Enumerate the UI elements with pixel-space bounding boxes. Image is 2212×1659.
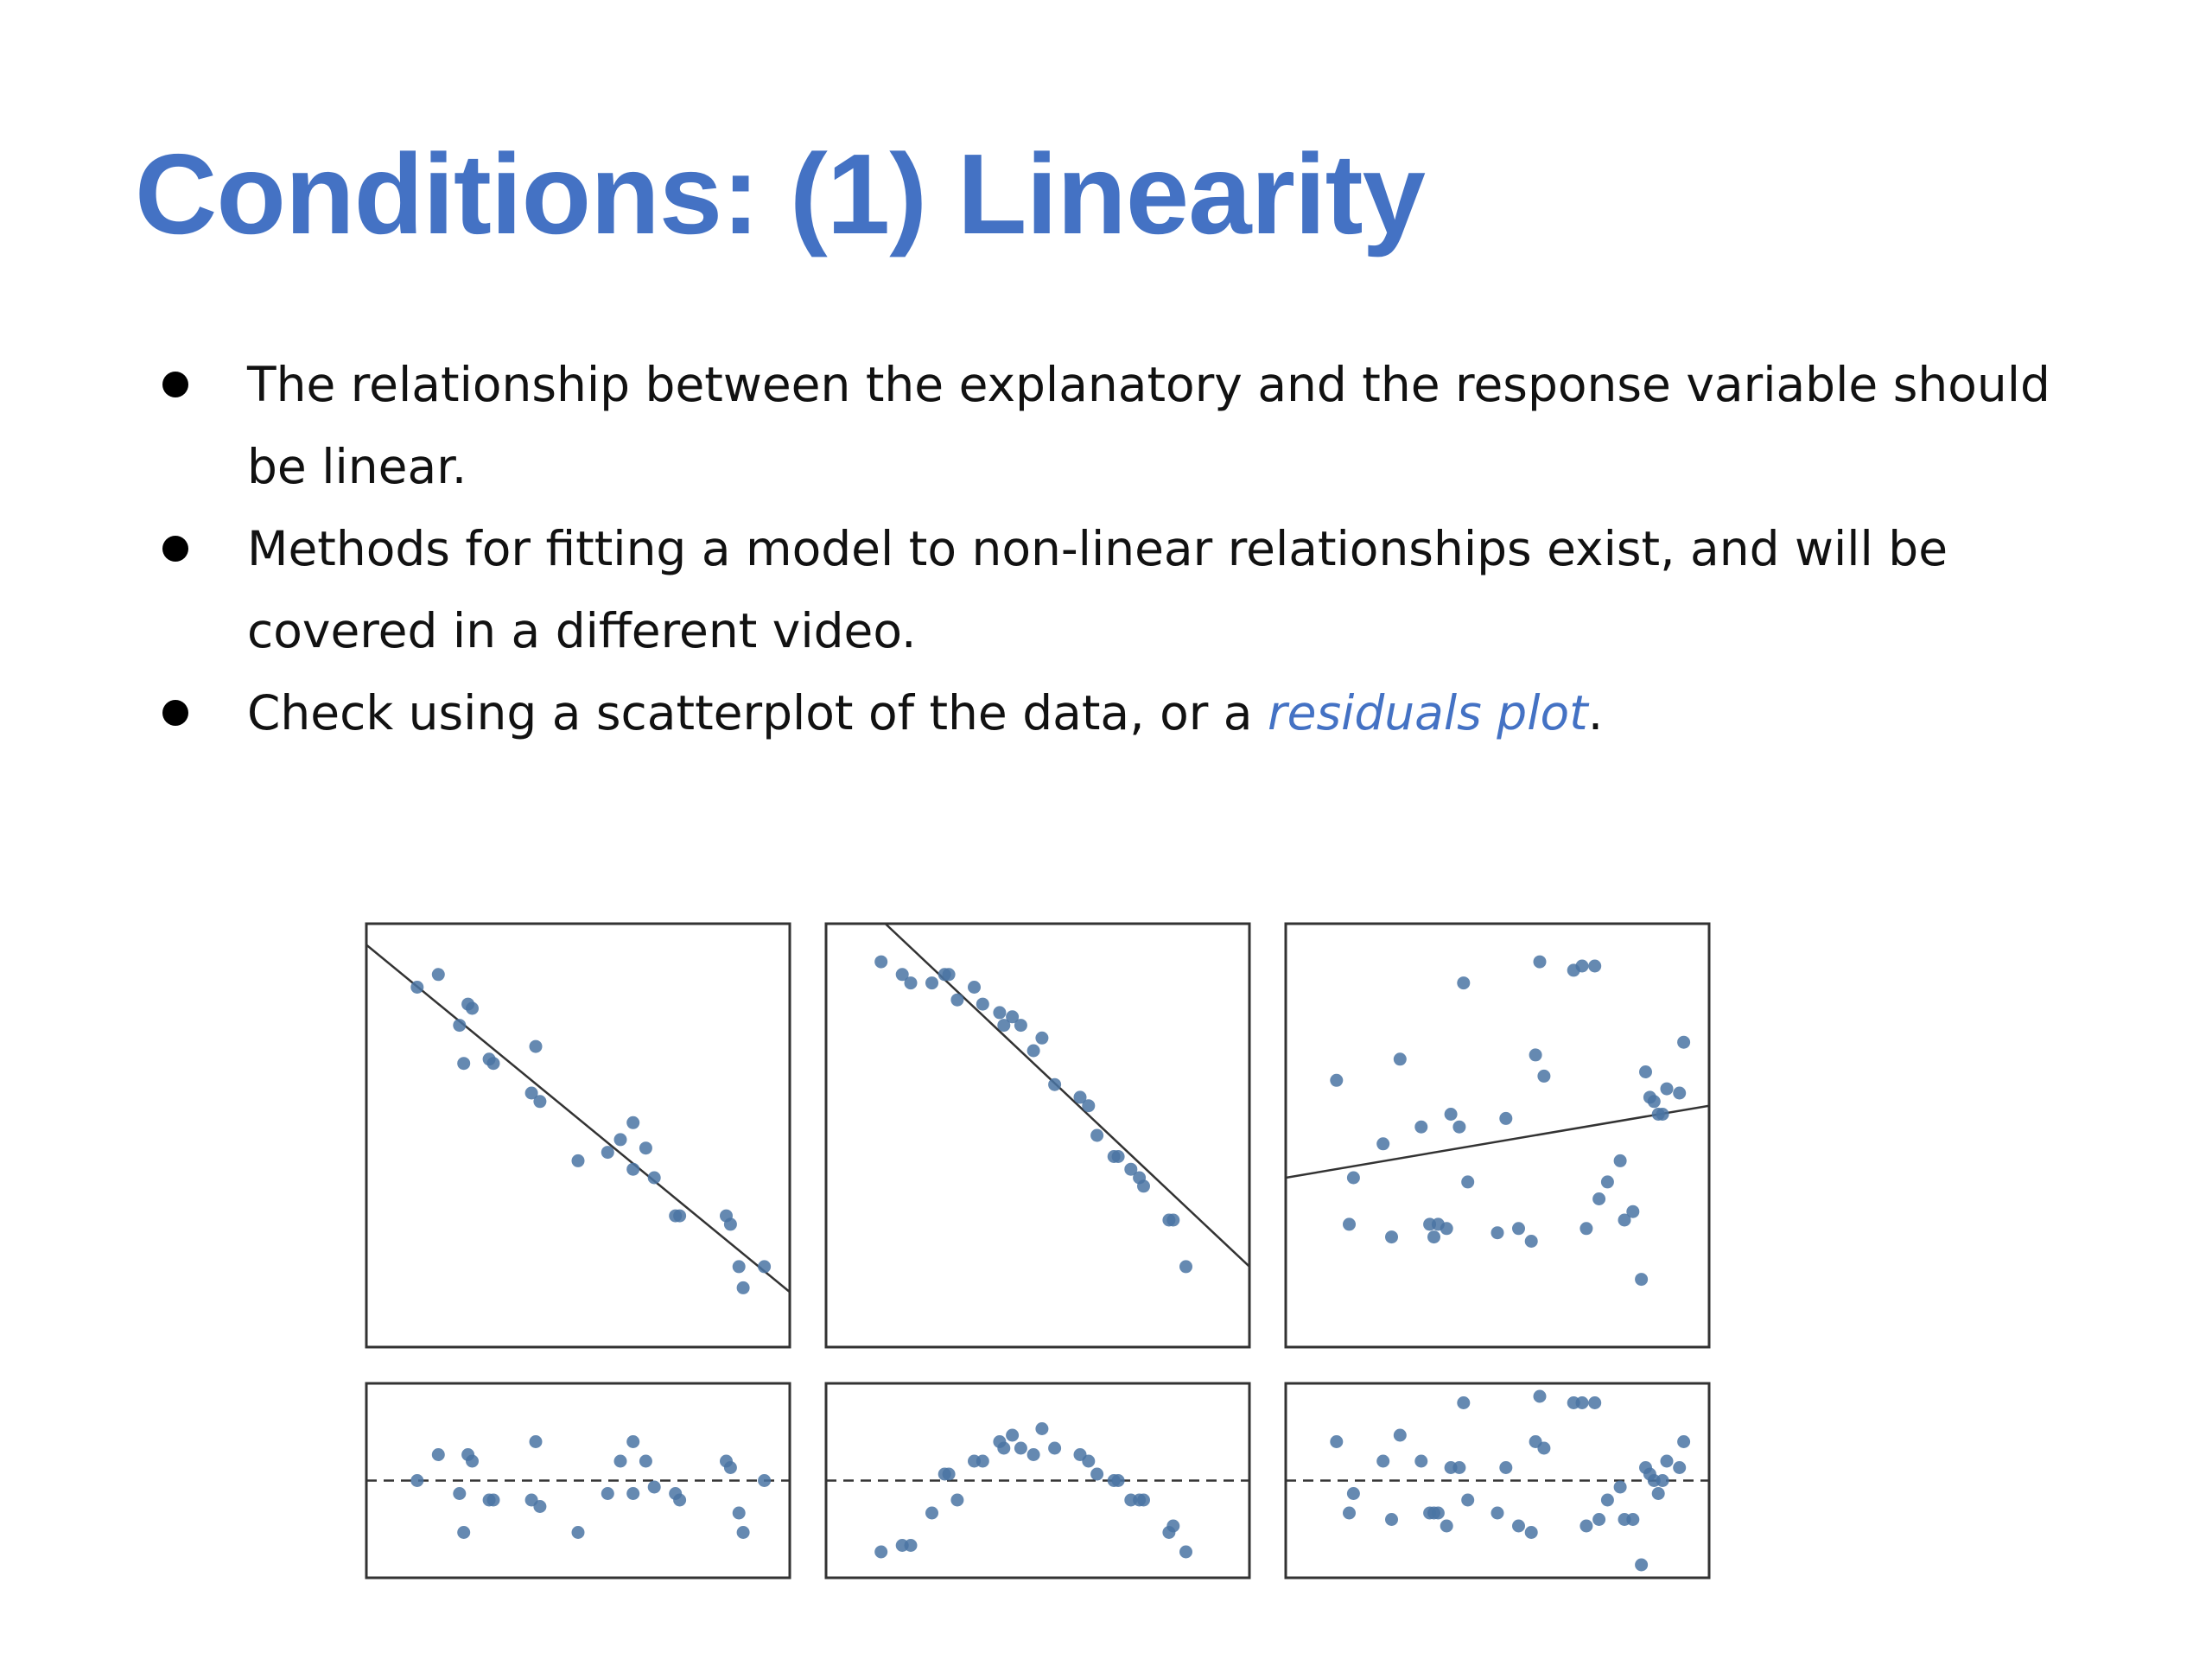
bullet-dot-icon <box>162 700 188 726</box>
bullet-text-end: . <box>1587 685 1604 741</box>
data-point <box>1677 1036 1690 1049</box>
data-point <box>614 1133 627 1146</box>
bullet-dot-icon <box>162 536 188 562</box>
data-point <box>1512 1222 1525 1235</box>
residual-point <box>724 1461 737 1474</box>
residual-point <box>1347 1487 1360 1500</box>
data-point <box>1090 1129 1103 1142</box>
residual-point <box>530 1435 543 1448</box>
residual-point <box>1677 1435 1690 1448</box>
data-point <box>1014 1019 1027 1032</box>
data-point <box>432 968 445 981</box>
data-point <box>737 1281 750 1294</box>
residual-point <box>943 1468 956 1481</box>
data-point <box>1491 1226 1504 1239</box>
residual-point <box>976 1455 989 1468</box>
data-point <box>1635 1273 1648 1286</box>
residual-point <box>997 1442 1010 1455</box>
residual-point <box>733 1507 746 1520</box>
data-point <box>1166 1214 1179 1227</box>
residual-point <box>1006 1429 1019 1442</box>
residuals-plot-link[interactable]: residuals plot <box>1268 685 1588 741</box>
residual-point <box>572 1526 585 1539</box>
fit-line <box>1286 1106 1709 1178</box>
data-point <box>1534 956 1547 969</box>
residual-point <box>1027 1448 1040 1461</box>
data-point <box>1082 1099 1095 1112</box>
residual-point <box>453 1487 466 1500</box>
residual-point <box>1618 1513 1631 1526</box>
data-point <box>950 994 963 1007</box>
residual-point <box>601 1487 614 1500</box>
residual-point <box>1635 1559 1648 1572</box>
data-point <box>639 1141 652 1154</box>
data-point <box>487 1057 500 1070</box>
data-point <box>1347 1172 1360 1185</box>
data-point <box>669 1210 682 1223</box>
residual-point <box>1512 1520 1525 1533</box>
bullet-text: Methods for fitting a model to non-linear relationships exist, and will be covered in a different video. <box>247 521 1948 658</box>
data-point <box>601 1146 614 1159</box>
residual-point <box>1414 1455 1427 1468</box>
data-point <box>874 956 887 969</box>
data-point <box>1588 960 1601 973</box>
residual-point <box>1601 1494 1614 1507</box>
residual-point <box>1673 1461 1686 1474</box>
residual-point <box>1499 1461 1512 1474</box>
bullet-list <box>161 344 2062 754</box>
data-point <box>1179 1260 1192 1273</box>
data-point <box>1427 1230 1440 1243</box>
residual-point <box>410 1474 423 1487</box>
residual-point <box>626 1487 639 1500</box>
data-point <box>1576 960 1589 973</box>
plot-panel-top-middle <box>826 924 1249 1347</box>
residual-point <box>1048 1442 1061 1455</box>
data-point <box>968 981 981 994</box>
data-point <box>457 1057 470 1070</box>
data-point <box>1673 1087 1686 1100</box>
linearity-figure <box>363 916 1719 1590</box>
data-point <box>1656 1108 1669 1121</box>
residual-point <box>626 1435 639 1448</box>
residual-point <box>1330 1435 1343 1448</box>
fit-line <box>366 945 790 1293</box>
residual-point <box>905 1539 918 1552</box>
residual-point <box>737 1526 750 1539</box>
scatter-residual-grid <box>363 916 1719 1590</box>
data-point <box>1112 1150 1125 1163</box>
data-point <box>1648 1095 1661 1108</box>
residual-point <box>1427 1507 1440 1520</box>
data-point <box>1330 1074 1343 1087</box>
residual-point <box>1166 1520 1179 1533</box>
data-point <box>1529 1048 1542 1061</box>
residual-point <box>1457 1396 1470 1409</box>
residual-point <box>466 1455 479 1468</box>
data-point <box>626 1116 639 1129</box>
data-point <box>976 998 989 1011</box>
residual-point <box>1137 1494 1150 1507</box>
data-point <box>1048 1078 1061 1091</box>
plot-frame <box>366 924 790 1347</box>
data-point <box>1592 1192 1605 1205</box>
residual-point <box>533 1500 546 1513</box>
residual-point <box>1537 1442 1550 1455</box>
residual-point <box>432 1448 445 1461</box>
data-point <box>943 968 956 981</box>
data-point <box>466 1002 479 1015</box>
bullet-text: Check using a scatterplot of the data, or a <box>247 685 1268 741</box>
data-point <box>1457 976 1470 989</box>
data-point <box>1639 1065 1652 1078</box>
residual-point <box>950 1494 963 1507</box>
data-point <box>1618 1214 1631 1227</box>
residual-point <box>758 1474 771 1487</box>
plot-panel-top-right <box>1286 924 1709 1347</box>
data-point <box>993 1006 1006 1019</box>
bullet-item <box>161 672 2062 754</box>
data-point <box>1580 1222 1592 1235</box>
residual-point <box>1525 1526 1538 1539</box>
data-point <box>905 976 918 989</box>
residual-point <box>639 1455 652 1468</box>
residual-point <box>614 1455 627 1468</box>
residual-point <box>457 1526 470 1539</box>
bullet-item <box>161 508 2062 672</box>
residual-point <box>1656 1474 1669 1487</box>
data-point <box>533 1095 546 1108</box>
data-point <box>1452 1121 1465 1134</box>
plot-panel-bottom-right <box>1286 1383 1709 1578</box>
residual-point <box>1580 1520 1592 1533</box>
residual-point <box>1534 1390 1547 1403</box>
residual-point <box>1661 1455 1674 1468</box>
data-point <box>1525 1235 1538 1248</box>
bullet-text: The relationship between the explanatory and the response variable should be linear. <box>247 357 2050 494</box>
data-point <box>1376 1137 1389 1150</box>
residual-point <box>1343 1507 1356 1520</box>
data-point <box>648 1172 661 1185</box>
residual-point <box>1452 1461 1465 1474</box>
data-point <box>1537 1070 1550 1083</box>
residual-point <box>1652 1487 1665 1500</box>
plot-panel-bottom-middle <box>826 1383 1249 1578</box>
data-point <box>1614 1154 1627 1167</box>
residual-point <box>1385 1513 1398 1526</box>
residual-point <box>1592 1513 1605 1526</box>
data-point <box>626 1163 639 1176</box>
residual-point <box>874 1546 887 1559</box>
data-point <box>410 981 423 994</box>
data-point <box>1601 1175 1614 1188</box>
slide-title: Conditions: (1) Linearity <box>135 130 1425 257</box>
data-point <box>1137 1179 1150 1192</box>
residual-point <box>1376 1455 1389 1468</box>
residual-point <box>1090 1468 1103 1481</box>
residual-point <box>669 1487 682 1500</box>
residual-point <box>1491 1507 1504 1520</box>
residual-point <box>1576 1396 1589 1409</box>
data-point <box>1461 1175 1474 1188</box>
data-point <box>1027 1045 1040 1058</box>
data-point <box>758 1260 771 1273</box>
data-point <box>1394 1052 1407 1065</box>
residual-point <box>1588 1396 1601 1409</box>
residual-point <box>1014 1442 1027 1455</box>
data-point <box>1035 1032 1048 1045</box>
bullet-item <box>161 344 2062 508</box>
bullet-dot-icon <box>162 372 188 397</box>
residual-point <box>1461 1494 1474 1507</box>
residual-point <box>1614 1481 1627 1494</box>
residual-point <box>1394 1429 1407 1442</box>
data-point <box>530 1040 543 1053</box>
residual-point <box>1179 1546 1192 1559</box>
data-point <box>724 1217 737 1230</box>
data-point <box>572 1154 585 1167</box>
residual-point <box>1440 1520 1453 1533</box>
residual-point <box>648 1481 661 1494</box>
data-point <box>1661 1083 1674 1096</box>
data-point <box>1445 1108 1458 1121</box>
plot-panel-top-left <box>366 924 790 1347</box>
data-point <box>733 1260 746 1273</box>
data-point <box>453 1019 466 1032</box>
residual-point <box>1035 1422 1048 1435</box>
data-point <box>1385 1230 1398 1243</box>
plot-panel-bottom-left <box>366 1383 790 1578</box>
data-point <box>1343 1217 1356 1230</box>
data-point <box>1414 1121 1427 1134</box>
plot-frame <box>826 924 1249 1347</box>
residual-point <box>925 1507 938 1520</box>
residual-point <box>1082 1455 1095 1468</box>
data-point <box>1499 1112 1512 1125</box>
residual-point <box>487 1494 500 1507</box>
data-point <box>925 976 938 989</box>
residual-point <box>1112 1474 1125 1487</box>
data-point <box>1440 1222 1453 1235</box>
